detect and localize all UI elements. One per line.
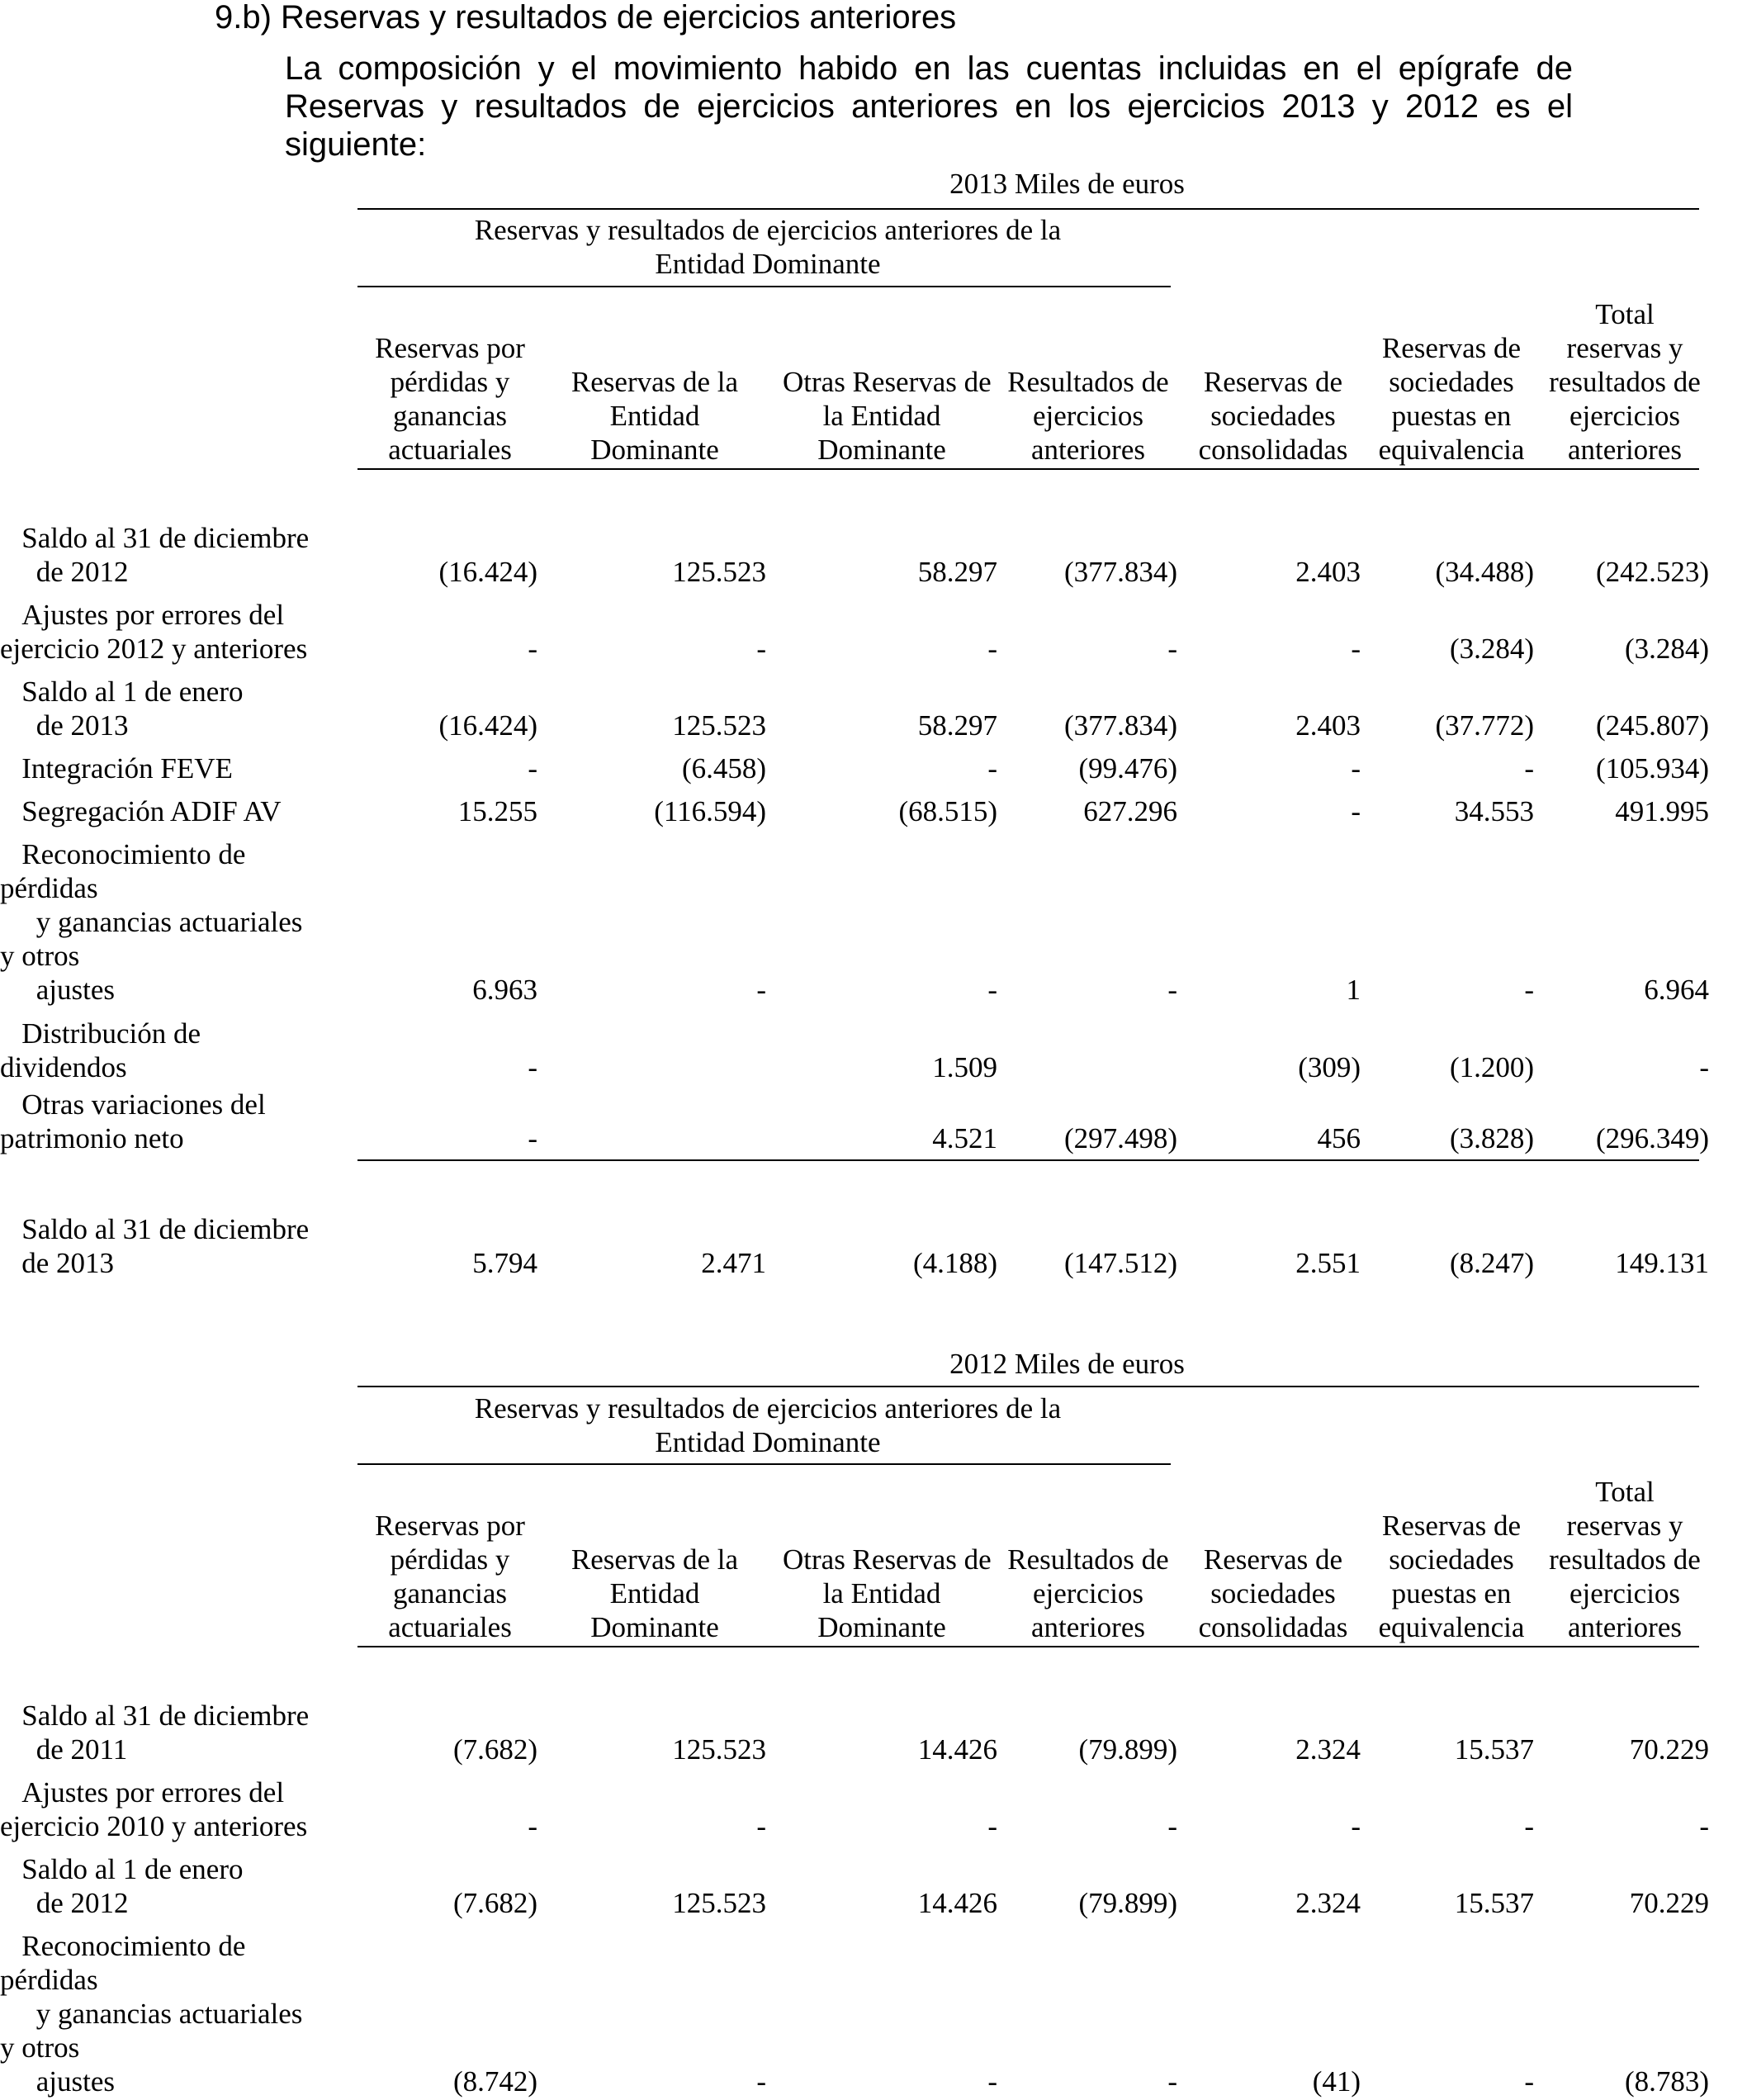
row-label bbox=[0, 1699, 355, 1766]
group-header-rule bbox=[357, 286, 1171, 287]
table-cell: - bbox=[1351, 752, 1361, 785]
table-cell: (7.682) bbox=[452, 1887, 537, 1919]
table-cell: (1.200) bbox=[1449, 1051, 1534, 1083]
column-header-line: Reservas por bbox=[375, 1510, 525, 1542]
row-label-line: de 2012 bbox=[0, 1887, 129, 1919]
row-label-line: dividendos bbox=[0, 1051, 127, 1083]
column-header-line: anteriores bbox=[1031, 1611, 1145, 1643]
table-cell: 1 bbox=[1346, 974, 1361, 1006]
table-cell: - bbox=[987, 752, 997, 785]
table-cell: (16.424) bbox=[438, 709, 537, 742]
row-label-line: ejercicio 2012 y anteriores bbox=[0, 633, 308, 665]
column-header-line: Reservas de la bbox=[570, 366, 739, 398]
table-cell: 125.523 bbox=[672, 1733, 766, 1766]
table-cell: - bbox=[1699, 1810, 1709, 1842]
row-label-line: y otros bbox=[0, 2031, 80, 2064]
row-label-line: Ajustes por errores del bbox=[0, 599, 285, 631]
section-heading: 9.b) Reservas y resultados de ejercicios anteriores bbox=[215, 0, 957, 36]
table-cell: 6.964 bbox=[1644, 974, 1709, 1006]
column-header-line: reservas y bbox=[1566, 1510, 1683, 1542]
table-cell: 14.426 bbox=[917, 1733, 997, 1766]
row-label bbox=[0, 794, 355, 828]
row-label-line: ajustes bbox=[0, 2065, 116, 2098]
table-unit-title: 2013 Miles de euros bbox=[949, 168, 1185, 200]
table-cell: (377.834) bbox=[1063, 556, 1177, 588]
table-cell: (68.515) bbox=[898, 795, 997, 827]
column-header-line: sociedades bbox=[1389, 366, 1514, 398]
row-label-line: pérdidas bbox=[0, 872, 98, 904]
column-header-line: Reservas de la bbox=[570, 1543, 739, 1576]
table-cell: (242.523) bbox=[1595, 556, 1709, 588]
column-header-line: resultados de bbox=[1549, 366, 1701, 398]
column-header-line: Reservas de bbox=[1203, 366, 1343, 398]
column-header-line: ejercicios bbox=[1569, 1577, 1681, 1609]
table-cell: (8.247) bbox=[1449, 1247, 1534, 1279]
table-cell: (34.488) bbox=[1435, 556, 1534, 588]
column-header bbox=[1352, 331, 1551, 467]
table-cell: - bbox=[1524, 752, 1534, 785]
table-cell: (3.828) bbox=[1449, 1122, 1534, 1154]
table-cell: 2.551 bbox=[1295, 1247, 1361, 1279]
row-label bbox=[0, 751, 355, 785]
column-header bbox=[556, 365, 754, 467]
table-cell: (4.188) bbox=[912, 1247, 997, 1279]
column-header bbox=[783, 1543, 992, 1644]
column-header bbox=[351, 1509, 549, 1644]
column-header-line: anteriores bbox=[1031, 434, 1145, 466]
table-cell: (79.899) bbox=[1078, 1733, 1177, 1766]
table-cell: - bbox=[1524, 974, 1534, 1006]
table-cell: - bbox=[987, 974, 997, 1006]
row-label-line: ejercicio 2010 y anteriores bbox=[0, 1810, 308, 1842]
total-rule bbox=[357, 1159, 1699, 1161]
column-header-line: Resultados de bbox=[1007, 366, 1169, 398]
table-cell: - bbox=[1167, 2065, 1177, 2098]
table-cell: (377.834) bbox=[1063, 709, 1177, 742]
row-label bbox=[0, 598, 355, 666]
column-header-line: ejercicios bbox=[1032, 400, 1144, 432]
row-label-line: Saldo al 31 de diciembre bbox=[0, 522, 310, 554]
table-cell: - bbox=[1524, 1810, 1534, 1842]
row-label-line: Integración FEVE bbox=[0, 752, 233, 785]
column-header-line: Total bbox=[1595, 298, 1655, 330]
table-cell: (147.512) bbox=[1063, 1247, 1177, 1279]
row-label bbox=[0, 1088, 355, 1155]
row-label-line: Saldo al 1 de enero bbox=[0, 1853, 244, 1885]
table-cell: 2.471 bbox=[701, 1247, 766, 1279]
column-header-line: Reservas de bbox=[1381, 332, 1522, 364]
row-label-line: y ganancias actuariales bbox=[0, 906, 303, 938]
column-header-line: Total bbox=[1595, 1476, 1655, 1508]
table-cell: - bbox=[1699, 1051, 1709, 1083]
table-cell: 491.995 bbox=[1615, 795, 1709, 827]
row-label-line: de 2011 bbox=[0, 1733, 128, 1766]
row-label-line: ajustes bbox=[0, 974, 116, 1006]
row-label-line: y otros bbox=[0, 940, 80, 972]
row-label-line: Distribución de bbox=[0, 1017, 201, 1050]
column-header-line: sociedades bbox=[1389, 1543, 1514, 1576]
table-cell: (8.783) bbox=[1624, 2065, 1709, 2098]
table-cell: - bbox=[756, 633, 766, 665]
column-header-line: Reservas por bbox=[375, 332, 525, 364]
row-label bbox=[0, 1852, 355, 1920]
column-header-line: ganancias bbox=[393, 400, 507, 432]
column-header-line: resultados de bbox=[1549, 1543, 1701, 1576]
column-header-line: Otras Reservas de bbox=[783, 1543, 992, 1576]
column-header-line: Otras Reservas de bbox=[783, 366, 992, 398]
column-header-line: Dominante bbox=[590, 434, 719, 466]
table-cell: - bbox=[1167, 974, 1177, 1006]
row-label-line: y ganancias actuariales bbox=[0, 1998, 303, 2030]
column-header-line: puestas en bbox=[1391, 1577, 1512, 1609]
table-cell: - bbox=[987, 633, 997, 665]
table-cell: 627.296 bbox=[1083, 795, 1177, 827]
group-header-rule bbox=[357, 1463, 1171, 1465]
table-cell: - bbox=[1351, 1810, 1361, 1842]
table-cell: 70.229 bbox=[1629, 1733, 1709, 1766]
column-header-line: la Entidad bbox=[822, 400, 941, 432]
table-cell: (3.284) bbox=[1449, 633, 1534, 665]
row-label bbox=[0, 521, 355, 589]
row-label-line: patrimonio neto bbox=[0, 1122, 184, 1154]
column-header-line: puestas en bbox=[1391, 400, 1512, 432]
row-label-line: de 2013 bbox=[0, 709, 129, 742]
column-header-line: Entidad bbox=[609, 400, 700, 432]
header-rule-bottom bbox=[357, 468, 1699, 470]
column-header-line: pérdidas y bbox=[390, 366, 510, 398]
column-header-line: consolidadas bbox=[1198, 1611, 1348, 1643]
column-header-line: Reservas de bbox=[1381, 1510, 1522, 1542]
row-label-line: pérdidas bbox=[0, 1964, 98, 1996]
column-header-line: consolidadas bbox=[1198, 434, 1348, 466]
table-cell: 2.324 bbox=[1295, 1887, 1361, 1919]
table-cell: (16.424) bbox=[438, 556, 537, 588]
table-cell: 58.297 bbox=[917, 556, 997, 588]
row-label-line: de 2012 bbox=[0, 556, 129, 588]
column-header bbox=[989, 1543, 1187, 1644]
table-cell: (296.349) bbox=[1595, 1122, 1709, 1154]
intro-paragraph: La composición y el movimiento habido en las cuentas incluidas en el epígrafe de Reservas y resultados de ejercicios anteriores en los ejercicios 2013 y 2012 es el siguiente: bbox=[285, 50, 1573, 163]
table-cell: - bbox=[528, 1122, 537, 1154]
row-label-line: de 2013 bbox=[0, 1247, 115, 1279]
column-header bbox=[1174, 1543, 1372, 1644]
row-label-line: Ajustes por errores del bbox=[0, 1776, 285, 1808]
table-cell: 58.297 bbox=[917, 709, 997, 742]
column-header-line: actuariales bbox=[388, 1611, 512, 1643]
table-unit-title: 2012 Miles de euros bbox=[949, 1348, 1185, 1380]
column-header-line: Dominante bbox=[817, 434, 946, 466]
column-header-line: Dominante bbox=[590, 1611, 719, 1643]
table-cell: (297.498) bbox=[1063, 1122, 1177, 1154]
table-cell: (116.594) bbox=[654, 795, 766, 827]
table-cell: (309) bbox=[1298, 1051, 1361, 1083]
row-label-line: Saldo al 1 de enero bbox=[0, 676, 244, 708]
column-header-line: pérdidas y bbox=[390, 1543, 510, 1576]
column-header bbox=[783, 365, 992, 467]
table-cell: (37.772) bbox=[1435, 709, 1534, 742]
row-label-line: Reconocimiento de bbox=[0, 1930, 246, 1962]
table-cell: - bbox=[756, 1810, 766, 1842]
column-header-line: actuariales bbox=[388, 434, 512, 466]
table-cell: - bbox=[1167, 1810, 1177, 1842]
table-cell: (6.458) bbox=[681, 752, 766, 785]
table-cell: (105.934) bbox=[1595, 752, 1709, 785]
table-cell: (79.899) bbox=[1078, 1887, 1177, 1919]
table-cell: 70.229 bbox=[1629, 1887, 1709, 1919]
table-cell: 6.963 bbox=[472, 974, 537, 1006]
table-cell: 456 bbox=[1317, 1122, 1361, 1154]
row-label bbox=[0, 1017, 355, 1084]
table-cell: - bbox=[1524, 2065, 1534, 2098]
table-cell: - bbox=[987, 2065, 997, 2098]
table-cell: (245.807) bbox=[1595, 709, 1709, 742]
table-cell: (99.476) bbox=[1078, 752, 1177, 785]
row-label-line: Saldo al 31 de diciembre bbox=[0, 1699, 310, 1732]
header-rule-top bbox=[357, 208, 1699, 210]
column-header bbox=[1352, 1509, 1551, 1644]
table-cell: - bbox=[987, 1810, 997, 1842]
column-header bbox=[556, 1543, 754, 1644]
row-label bbox=[0, 1929, 355, 2098]
column-header bbox=[989, 365, 1187, 467]
column-header-line: la Entidad bbox=[822, 1577, 941, 1609]
table-cell: 2.403 bbox=[1295, 709, 1361, 742]
table-cell: 4.521 bbox=[932, 1122, 997, 1154]
row-label bbox=[0, 1212, 355, 1280]
column-header-line: anteriores bbox=[1568, 434, 1682, 466]
table-cell: 125.523 bbox=[672, 709, 766, 742]
table-cell: 14.426 bbox=[917, 1887, 997, 1919]
table-cell: - bbox=[528, 752, 537, 785]
row-label-line: Segregación ADIF AV bbox=[0, 795, 282, 827]
table-cell: (7.682) bbox=[452, 1733, 537, 1766]
row-label bbox=[0, 675, 355, 742]
column-header-line: reservas y bbox=[1566, 332, 1683, 364]
row-label bbox=[0, 837, 355, 1007]
table-cell: - bbox=[528, 1810, 537, 1842]
header-rule-top bbox=[357, 1386, 1699, 1387]
column-header-line: ejercicios bbox=[1032, 1577, 1144, 1609]
column-header bbox=[351, 331, 549, 467]
table-cell: (8.742) bbox=[452, 2065, 537, 2098]
column-header-line: Resultados de bbox=[1007, 1543, 1169, 1576]
column-header bbox=[1174, 365, 1372, 467]
table-cell: 2.324 bbox=[1295, 1733, 1361, 1766]
column-header-line: equivalencia bbox=[1378, 1611, 1525, 1643]
column-header bbox=[1526, 1475, 1724, 1644]
column-header-line: ganancias bbox=[393, 1577, 507, 1609]
table-cell: 34.553 bbox=[1454, 795, 1534, 827]
table-cell: 125.523 bbox=[672, 556, 766, 588]
table-cell: - bbox=[528, 1051, 537, 1083]
table-cell: 1.509 bbox=[932, 1051, 997, 1083]
table-cell: 15.255 bbox=[457, 795, 537, 827]
table-cell: 149.131 bbox=[1615, 1247, 1709, 1279]
row-label-line: Otras variaciones del bbox=[0, 1088, 266, 1121]
group-header: Reservas y resultados de ejercicios anteriores de la Entidad Dominante bbox=[474, 1392, 1062, 1458]
table-cell: - bbox=[1351, 633, 1361, 665]
row-label-line: Reconocimiento de bbox=[0, 838, 246, 870]
table-cell: - bbox=[756, 974, 766, 1006]
column-header-line: equivalencia bbox=[1378, 434, 1525, 466]
table-cell: - bbox=[1167, 633, 1177, 665]
table-cell: (41) bbox=[1312, 2065, 1361, 2098]
header-rule-bottom bbox=[357, 1646, 1699, 1647]
column-header bbox=[1526, 297, 1724, 467]
group-header: Reservas y resultados de ejercicios anteriores de la Entidad Dominante bbox=[474, 214, 1062, 280]
table-cell: 125.523 bbox=[672, 1887, 766, 1919]
table-cell: - bbox=[756, 2065, 766, 2098]
column-header-line: ejercicios bbox=[1569, 400, 1681, 432]
table-cell: - bbox=[528, 633, 537, 665]
column-header-line: Reservas de bbox=[1203, 1543, 1343, 1576]
table-cell: (3.284) bbox=[1624, 633, 1709, 665]
row-label-line: Saldo al 31 de diciembre bbox=[0, 1213, 310, 1245]
column-header-line: sociedades bbox=[1210, 1577, 1336, 1609]
table-cell: 2.403 bbox=[1295, 556, 1361, 588]
row-label bbox=[0, 1775, 355, 1843]
column-header-line: anteriores bbox=[1568, 1611, 1682, 1643]
table-cell: - bbox=[1351, 795, 1361, 827]
table-cell: 5.794 bbox=[472, 1247, 537, 1279]
column-header-line: Dominante bbox=[817, 1611, 946, 1643]
column-header-line: Entidad bbox=[609, 1577, 700, 1609]
table-cell: 15.537 bbox=[1454, 1887, 1534, 1919]
table-cell: 15.537 bbox=[1454, 1733, 1534, 1766]
column-header-line: sociedades bbox=[1210, 400, 1336, 432]
